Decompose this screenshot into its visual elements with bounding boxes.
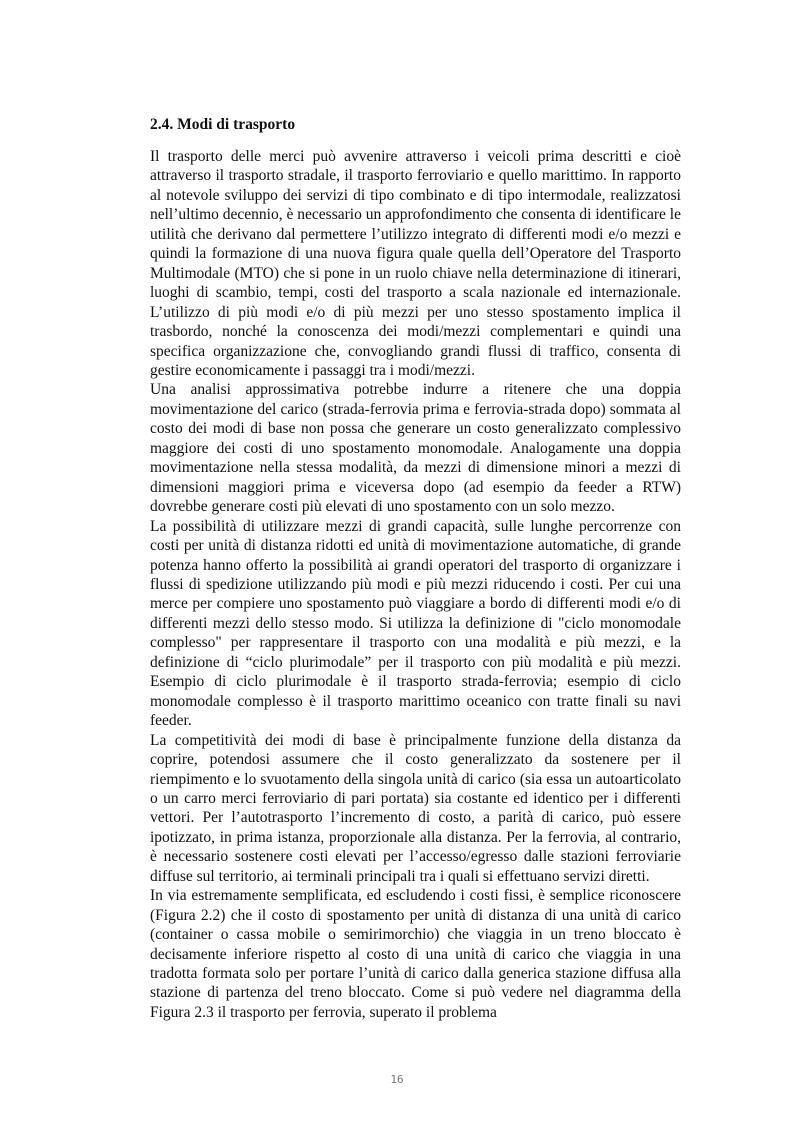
page-number: 16 [390, 1073, 404, 1086]
body-text [150, 147, 681, 1022]
section-heading: 2.4. Modi di trasporto [150, 116, 296, 133]
paragraph-intro: Il trasporto delle merci può avvenire attraverso i veicoli prima descritti e cioè attraverso il trasporto stradale, il trasporto ferroviario e quello marittimo. In rapporto al notevole sviluppo dei servizi di tipo combinato e di tipo intermodale, realizzatosi nell’ultimo decennio, è necessario un approfondimento che consenta di identificare le utilità che derivano dal permettere l’utilizzo integrato di differenti modi e/o mezzi e quindi la formazione di una nuova figura quale quella dell’Operatore del Trasporto Multimodale (MTO) che si pone in un ruolo chiave nella determinazione di itinerari, luoghi di scambio, tempi, costi del trasporto a scala nazionale ed internazionale. L’utilizzo di più modi e/o di più mezzi per uno stesso spostamento implica il trasbordo, nonché la conoscenza dei modi/mezzi complementari e quindi una specifica organizzazione che, convogliando grandi flussi di traffico, consenta di gestire economicamente i passaggi tra i modi/mezzi. [150, 148, 681, 379]
paragraph-capacity: La possibilità di utilizzare mezzi di grandi capacità, sulle lunghe percorrenze con costi per unità di distanza ridotti ed unità di movimentazione automatiche, di grande potenza hanno offerto la possibilità ai grandi operatori del trasporto di organizzare i flussi di spedizione utilizzando più modi e più mezzi riducendo i costi. Per cui una merce per compiere uno spostamento può viaggiare a bordo di differenti modi e/o di differenti mezzi dello stesso modo. Si utilizza la definizione di "ciclo monomodale complesso" per rappresentare il trasporto con una modalità e più mezzi, e la definizione di “ciclo plurimodale” per il trasporto con più modalità e più mezzi. Esempio di ciclo plurimodale è il trasporto strada-ferrovia; esempio di ciclo monomodale complesso è il trasporto marittimo oceanico con tratte finali su navi feeder. [150, 517, 681, 730]
paragraph-competitiveness: La competitività dei modi di base è principalmente funzione della distanza da coprire, potendosi assumere che il costo generalizzato da sostenere per il riempimento e lo svuotamento della singola unità di carico (sia essa un autoarticolato o un carro merci ferroviario di pari portata) sia costante ed identico per i differenti vettori. Per l’autotrasporto l’incremento di costo, a parità di carico, può essere ipotizzato, in prima istanza, proporzionale alla distanza. Per la ferrovia, al contrario, è necessario sostenere costi elevati per l’accesso/egresso dalle stazioni ferroviarie diffuse sul territorio, ai terminali principali tra i quali si effettuano servizi diretti. [150, 731, 681, 885]
paragraph-analysis: Una analisi approssimativa potrebbe indurre a ritenere che una doppia movimentazione del carico (strada-ferrovia prima e ferrovia-strada dopo) sommata al costo dei modi di base non possa che generare un costo generalizzato complessivo maggiore dei costi di uno spostamento monomodale. Analogamente una doppia movimentazione nella stessa modalità, da mezzi di dimensione minori a mezzi di dimensioni maggiori prima e viceversa dopo (ad esempio da feeder a RTW) dovrebbe generare costi più elevati di uno spostamento con un solo mezzo. [150, 381, 681, 516]
paragraph-simplified: In via estremamente semplificata, ed escludendo i costi fissi, è semplice riconoscere (Figura 2.2) che il costo di spostamento per unità di distanza di una unità di carico (container o cassa mobile o semirimorchio) che viaggia in un treno bloccato è decisamente inferiore rispetto al costo di una unità di carico che viaggia in una tradotta formata solo per portare l’unità di carico dalla generica stazione diffusa alla stazione di partenza del treno bloccato. Come si può vedere nel diagramma della Figura 2.3 il trasporto per ferrovia, superato il problema [150, 887, 681, 1021]
